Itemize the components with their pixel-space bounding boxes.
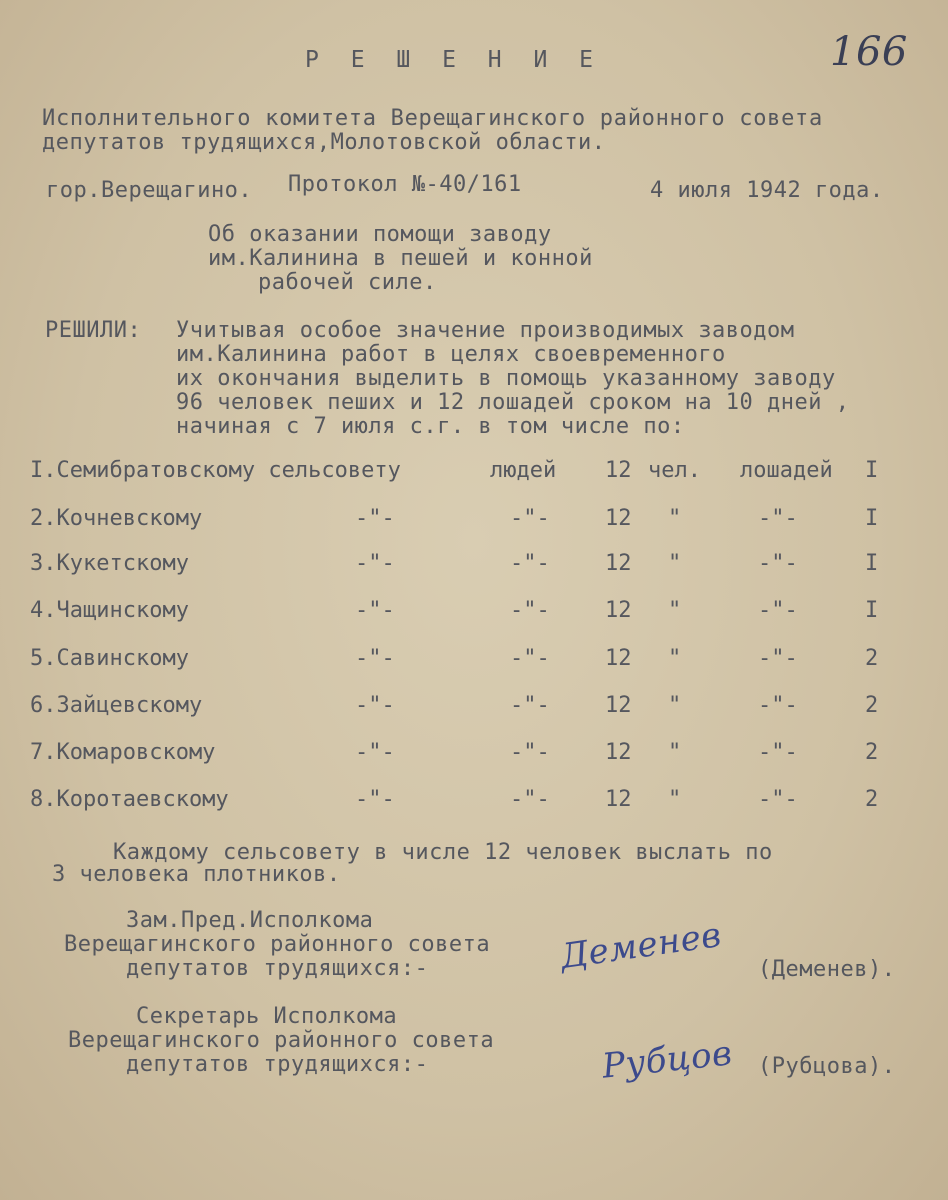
village-name: 2.Кочневскому <box>30 506 203 531</box>
people-count: 12 <box>605 787 632 812</box>
resolution-line-4: 96 человек пеших и 12 лошадей сроком на 10 дней , <box>176 390 850 415</box>
people-unit: " <box>668 646 682 671</box>
table-row <box>0 646 948 676</box>
subject-line-1: Об оказании помощи заводу <box>208 222 552 247</box>
horses-label: -"- <box>758 506 798 531</box>
people-label: -"- <box>510 646 550 671</box>
people-unit: " <box>668 787 682 812</box>
village-name: I.Семибратовскому сельсовету <box>30 458 401 483</box>
horses-count: 2 <box>865 646 879 671</box>
ditto-mark: -"- <box>355 598 395 623</box>
signatory-1-line-1: Зам.Пред.Исполкома <box>126 908 374 933</box>
ditto-mark: -"- <box>355 693 395 718</box>
village-name: 4.Чащинскому <box>30 598 189 623</box>
people-count: 12 <box>605 458 632 483</box>
horses-count: 2 <box>865 740 879 765</box>
header-line-2: депутатов трудящихся,Молотовской области. <box>42 130 606 155</box>
table-row <box>0 458 948 488</box>
people-unit: " <box>668 551 682 576</box>
table-row <box>0 693 948 723</box>
horses-label: -"- <box>758 598 798 623</box>
signature-2: Рубцов <box>600 1033 735 1087</box>
people-label: -"- <box>510 740 550 765</box>
protocol-date: 4 июля 1942 года. <box>650 178 884 203</box>
archive-number: 166 <box>830 29 908 75</box>
subject-line-2: им.Калинина в пешей и конной <box>208 246 593 271</box>
protocol-number: Протокол №-40/161 <box>288 172 522 197</box>
people-count: 12 <box>605 598 632 623</box>
village-name: 8.Коротаевскому <box>30 787 229 812</box>
table-row <box>0 598 948 628</box>
resolved-label: РЕШИЛИ: <box>45 318 142 343</box>
people-label: -"- <box>510 506 550 531</box>
people-label: людей <box>490 458 557 483</box>
signatory-2-line-2: Верещагинского районного совета <box>68 1028 495 1053</box>
horses-label: -"- <box>758 646 798 671</box>
table-row <box>0 787 948 817</box>
signature-1: Деменев <box>558 914 724 978</box>
horses-count: I <box>865 598 879 623</box>
village-name: 6.Зайцевскому <box>30 693 203 718</box>
horses-count: I <box>865 458 879 483</box>
people-label: -"- <box>510 598 550 623</box>
horses-label: -"- <box>758 740 798 765</box>
village-name: 7.Комаровскому <box>30 740 216 765</box>
horses-label: -"- <box>758 787 798 812</box>
people-count: 12 <box>605 646 632 671</box>
horses-count: I <box>865 506 879 531</box>
note-line-1: Каждому сельсовету в числе 12 человек выслать по <box>113 840 773 865</box>
ditto-mark: -"- <box>355 646 395 671</box>
ditto-mark: -"- <box>355 506 395 531</box>
people-unit: " <box>668 506 682 531</box>
horses-label: лошадей <box>740 458 833 483</box>
document-title: Р Е Ш Е Н И Е <box>305 47 603 73</box>
subject-line-3: рабочей силе. <box>258 270 437 295</box>
resolution-line-5: начиная с 7 июля с.г. в том числе по: <box>176 414 685 439</box>
people-unit: " <box>668 598 682 623</box>
signatory-1-line-2: Верещагинского районного совета <box>64 932 491 957</box>
people-count: 12 <box>605 740 632 765</box>
village-name: 5.Савинскому <box>30 646 189 671</box>
people-unit: чел. <box>648 458 701 483</box>
signatory-2-line-3: депутатов трудящихся:- <box>126 1052 429 1077</box>
table-row <box>0 740 948 770</box>
horses-count: I <box>865 551 879 576</box>
ditto-mark: -"- <box>355 740 395 765</box>
people-unit: " <box>668 740 682 765</box>
table-row <box>0 506 948 536</box>
people-label: -"- <box>510 551 550 576</box>
people-label: -"- <box>510 787 550 812</box>
resolution-line-2: им.Калинина работ в целях своевременного <box>176 342 726 367</box>
ditto-mark: -"- <box>355 551 395 576</box>
resolution-line-3: их окончания выделить в помощь указанному заводу <box>176 366 836 391</box>
signatory-1-name: (Деменев). <box>758 957 896 982</box>
people-unit: " <box>668 693 682 718</box>
people-count: 12 <box>605 506 632 531</box>
people-count: 12 <box>605 551 632 576</box>
signatory-2-line-1: Секретарь Исполкома <box>136 1004 398 1029</box>
horses-label: -"- <box>758 551 798 576</box>
note-line-2: 3 человека плотников. <box>52 862 341 887</box>
village-name: 3.Кукетскому <box>30 551 189 576</box>
horses-count: 2 <box>865 693 879 718</box>
horses-label: -"- <box>758 693 798 718</box>
table-row <box>0 551 948 581</box>
ditto-mark: -"- <box>355 787 395 812</box>
resolution-line-1: Учитывая особое значение производимых заводом <box>176 318 795 343</box>
horses-count: 2 <box>865 787 879 812</box>
people-label: -"- <box>510 693 550 718</box>
signatory-2-name: (Рубцова). <box>758 1054 896 1079</box>
signatory-1-line-3: депутатов трудящихся:- <box>126 956 429 981</box>
people-count: 12 <box>605 693 632 718</box>
protocol-place: гор.Верещагино. <box>46 178 253 203</box>
header-line-1: Исполнительного комитета Верещагинского районного совета <box>42 106 823 131</box>
